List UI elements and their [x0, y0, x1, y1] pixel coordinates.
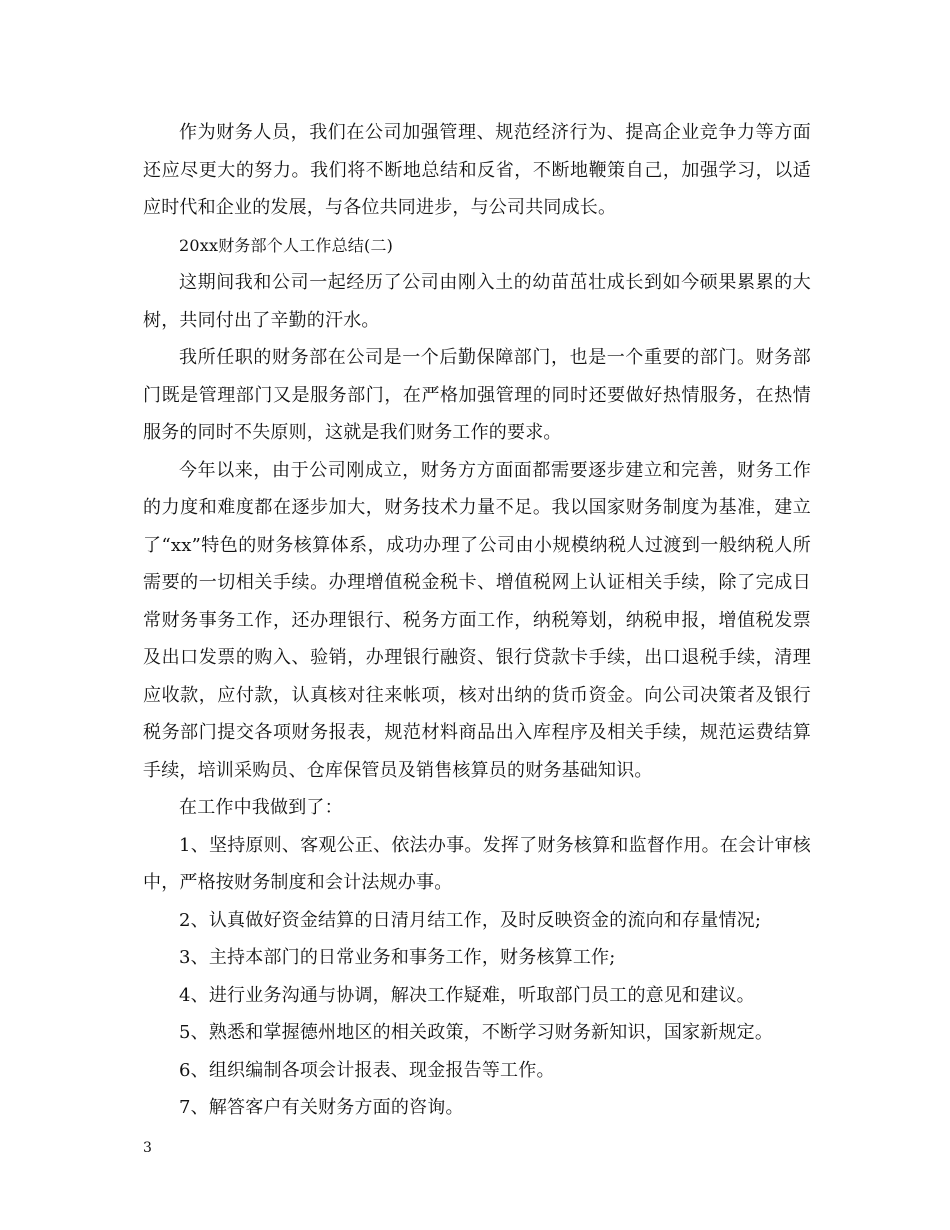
paragraph-year-work: 今年以来，由于公司刚成立，财务方方面面都需要逐步建立和完善，财务工作的力度和难度都在逐步加大，财务技术力量不足。我以国家财务制度为基准，建立了“xx”特色的财务核算体系，成功办理了公司由小规模纳税人过渡到一般纳税人所需要的一切相关手续。办理增值税金税卡、增值税网上认证相关手续，除了完成日常财务事务工作，还办理银行、税务方面工作，纳税筹划，纳税申报，增值税发票及出口发票的购入、验销，办理银行融资、银行贷款卡手续，出口退税手续，清理应收款，应付款，认真核对往来帐项，核对出纳的货币资金。向公司决策者及银行税务部门提交各项财务报表，规范材料商品出入库程序及相关手续，规范运费结算手续，培训采购员、仓库保管员及销售核算员的财务基础知识。: [143, 459, 811, 781]
paragraph-department-role: 我所任职的财务部在公司是一个后勤保障部门，也是一个重要的部门。财务部门既是管理部门又是服务部门，在严格加强管理的同时还要做好热情服务，在热情服务的同时不失原则，这就是我们财务工作的要求。: [143, 347, 811, 443]
section-title: 20xx财务部个人工作总结(二): [179, 235, 394, 255]
list-item: 3、主持本部门的日常业务和事务工作，财务核算工作;: [179, 947, 616, 968]
list-item: 2、认真做好资金结算的日清月结工作，及时反映资金的流向和存量情况;: [179, 909, 762, 931]
list-item: 4、进行业务沟通与协调，解决工作疑难，听取部门员工的意见和建议。: [179, 984, 755, 1006]
paragraph-company-growth: 这期间我和公司一起经历了公司由刚入土的幼苗茁壮成长到如今硕果累累的大树，共同付出了辛勤的汗水。: [143, 272, 811, 331]
list-item: 7、解答客户有关财务方面的咨询。: [179, 1097, 464, 1118]
paragraph-closing-remarks: 作为财务人员，我们在公司加强管理、规范经济行为、提高企业竞争力等方面还应尽更大的努力。我们将不断地总结和反省，不断地鞭策自己，加强学习，以适应时代和企业的发展，与各位共同进步，与公司共同成长。: [143, 122, 811, 218]
document-body: [143, 114, 811, 1127]
list-item: 5、熟悉和掌握德州地区的相关政策，不断学习财务新知识，国家新规定。: [179, 1022, 774, 1043]
paragraph-achievements-intro: 在工作中我做到了：: [179, 797, 343, 818]
page-number: 3: [143, 1140, 152, 1156]
list-item: 6、组织编制各项会计报表、现金报告等工作。: [179, 1059, 555, 1081]
list-item: 1、坚持原则、客观公正、依法办事。发挥了财务核算和监督作用。在会计审核中，严格按财务制度和会计法规办事。: [143, 834, 811, 893]
